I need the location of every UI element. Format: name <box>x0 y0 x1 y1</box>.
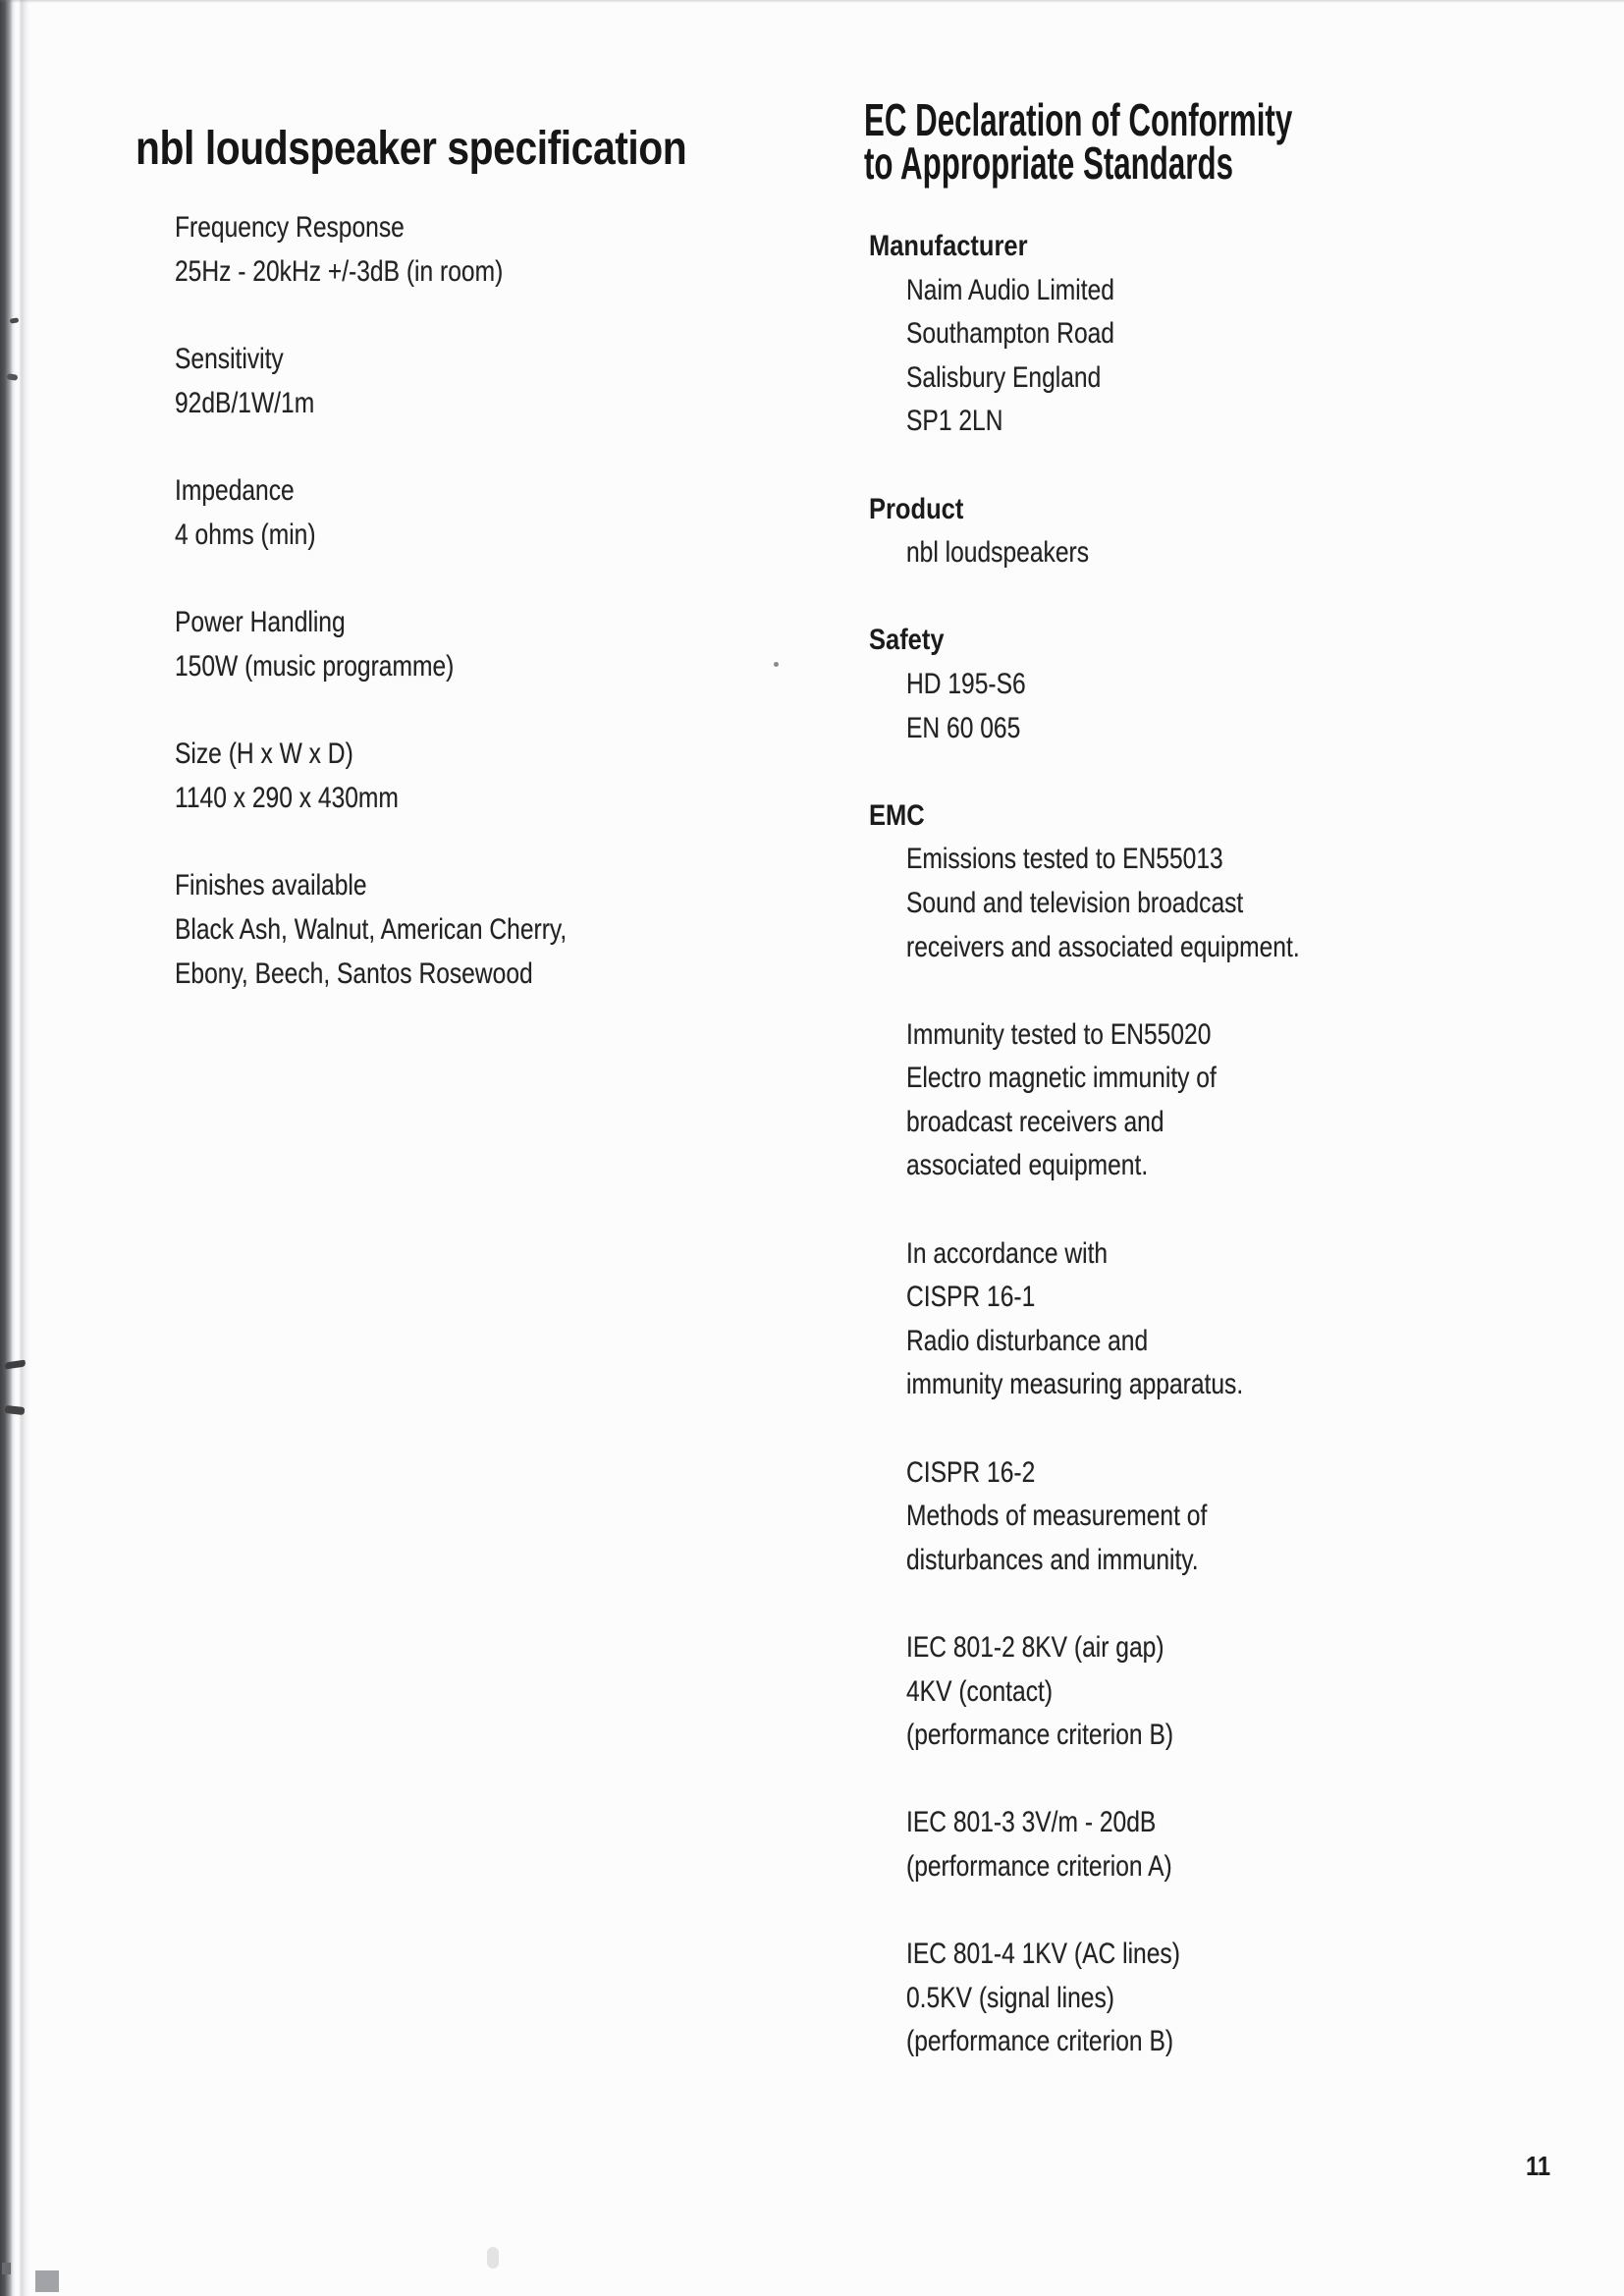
declaration-line: Electro magnetic immunity of <box>906 1062 1217 1095</box>
declaration-line: Southampton Road <box>906 317 1114 351</box>
declaration-paragraph <box>869 1933 1386 2064</box>
section-product <box>869 488 1386 575</box>
declaration-line: Emissions tested to EN55013 <box>906 843 1223 876</box>
declaration-line: Immunity tested to EN55020 <box>906 1017 1212 1051</box>
scan-speck <box>35 2270 59 2292</box>
scan-top-edge-shadow <box>0 0 1624 3</box>
spec-item <box>175 863 653 996</box>
declaration-paragraph <box>869 1013 1386 1188</box>
spec-item <box>175 468 653 557</box>
declaration-sections <box>869 225 1386 2108</box>
declaration-line: disturbances and immunity. <box>906 1543 1199 1576</box>
spec-value: 1140 x 290 x 430mm <box>175 782 399 814</box>
spec-item <box>175 337 653 425</box>
spec-item <box>175 732 653 820</box>
spec-list <box>175 205 653 1039</box>
declaration-title-line2: to Appropriate Standards <box>864 137 1233 189</box>
declaration-line: 0.5KV (signal lines) <box>906 1981 1114 2014</box>
declaration-line: (performance criterion B) <box>906 1719 1174 1752</box>
declaration-line: immunity measuring apparatus. <box>906 1368 1244 1401</box>
section-heading: EMC <box>869 798 925 832</box>
declaration-line: Salisbury England <box>906 360 1102 394</box>
spec-label: Frequency Response <box>175 211 405 244</box>
spec-value: Ebony, Beech, Santos Rosewood <box>175 957 533 990</box>
declaration-line: 4KV (contact) <box>906 1674 1054 1708</box>
declaration-line: receivers and associated equipment. <box>906 930 1300 963</box>
declaration-paragraph <box>869 1232 1386 1407</box>
section-safety <box>869 619 1386 750</box>
scan-binding-edge <box>0 0 29 2296</box>
spec-value: 25Hz - 20kHz +/-3dB (in room) <box>175 255 504 288</box>
declaration-line: SP1 2LN <box>906 405 1003 438</box>
spec-label: Size (H x W x D) <box>175 738 353 770</box>
declaration-title <box>864 94 1293 189</box>
declaration-paragraph <box>869 1451 1386 1583</box>
spec-label: Sensitivity <box>175 343 284 375</box>
section-emc <box>869 794 1386 2064</box>
declaration-line: Sound and television broadcast <box>906 886 1244 919</box>
spec-value: Black Ash, Walnut, American Cherry, <box>175 913 568 946</box>
declaration-line: IEC 801-4 1KV (AC lines) <box>906 1938 1180 1971</box>
declaration-line: nbl loudspeakers <box>906 536 1089 570</box>
section-heading: Safety <box>869 624 945 657</box>
declaration-line: IEC 801-3 3V/m - 20dB <box>906 1806 1157 1839</box>
declaration-line: Methods of measurement of <box>906 1500 1208 1533</box>
declaration-title-line1: EC Declaration of Conformity <box>864 94 1293 145</box>
declaration-line: In accordance with <box>906 1236 1109 1270</box>
section-heading: Manufacturer <box>869 230 1028 262</box>
declaration-paragraph <box>869 531 1386 575</box>
declaration-paragraph <box>869 1801 1386 1888</box>
scan-speck <box>2 2263 11 2274</box>
spec-label: Finishes available <box>175 869 367 902</box>
declaration-line: IEC 801-2 8KV (air gap) <box>906 1631 1164 1664</box>
declaration-paragraph <box>869 269 1386 444</box>
specification-title: nbl loudspeaker specification <box>135 123 687 176</box>
declaration-line: associated equipment. <box>906 1149 1149 1182</box>
declaration-line: (performance criterion A) <box>906 1849 1172 1883</box>
declaration-line: Radio disturbance and <box>906 1324 1149 1357</box>
declaration-line: (performance criterion B) <box>906 2025 1174 2058</box>
declaration-paragraph <box>869 838 1386 969</box>
declaration-paragraph <box>869 1626 1386 1758</box>
declaration-line: broadcast receivers and <box>906 1105 1164 1138</box>
page-number: 11 <box>1526 2151 1551 2181</box>
spec-label: Power Handling <box>175 606 346 638</box>
declaration-line: Naim Audio Limited <box>906 273 1114 306</box>
declaration-line: CISPR 16-1 <box>906 1281 1036 1314</box>
declaration-line: HD 195-S6 <box>906 667 1026 700</box>
spec-value: 92dB/1W/1m <box>175 387 315 419</box>
section-heading: Product <box>869 492 964 525</box>
spec-value: 4 ohms (min) <box>175 519 316 551</box>
spec-item <box>175 600 653 688</box>
declaration-line: EN 60 065 <box>906 711 1021 744</box>
declaration-line: CISPR 16-2 <box>906 1455 1036 1489</box>
section-manufacturer <box>869 225 1386 444</box>
spec-item <box>175 205 653 294</box>
declaration-paragraph <box>869 663 1386 750</box>
spec-value: 150W (music programme) <box>175 650 455 683</box>
scan-speck <box>487 2247 499 2269</box>
spec-label: Impedance <box>175 474 295 507</box>
scan-speck <box>774 662 779 667</box>
